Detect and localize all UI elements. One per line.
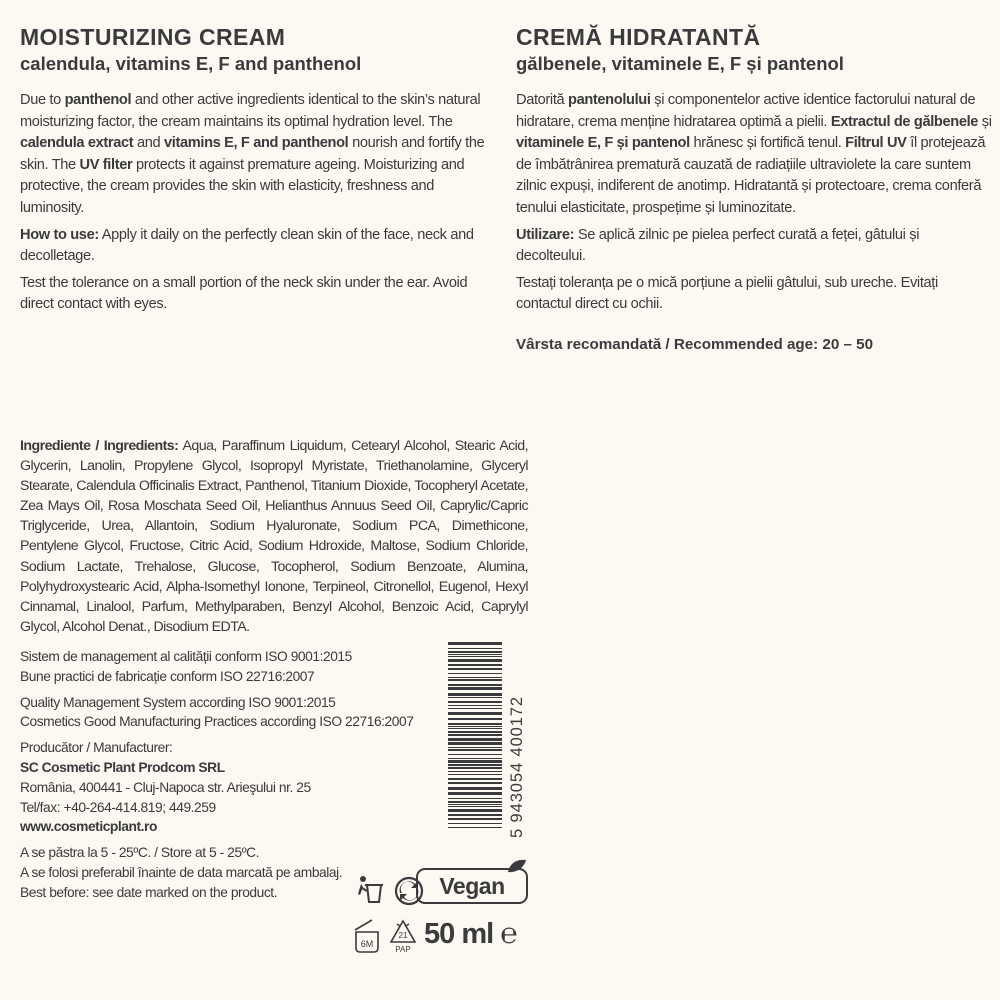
- manufacturer-name: SC Cosmetic Plant Prodcom SRL: [20, 759, 225, 775]
- gmp-en: Cosmetics Good Manufacturing Practices according ISO 22716:2007: [20, 714, 414, 730]
- barcode-bar: [448, 718, 502, 720]
- barcode-bar: [448, 673, 502, 674]
- barcode-bar: [448, 731, 502, 733]
- barcode-bar: [448, 738, 502, 741]
- barcode-bar: [448, 747, 502, 748]
- bold-term: Filtrul UV: [845, 135, 907, 152]
- ingredients-list: [20, 436, 528, 637]
- best-before-en: Best before: see date marked on the product.: [20, 884, 278, 900]
- barcode-bar: [448, 734, 502, 736]
- bold-term: UV filter: [79, 156, 133, 173]
- how-to-use-ro: [516, 225, 992, 268]
- text-run: Due to: [20, 92, 65, 108]
- recycling-pap-icon: [388, 918, 418, 954]
- iso-9001-en: Quality Management System according ISO 9001:2015: [20, 694, 336, 710]
- bold-term: panthenol: [64, 92, 132, 108]
- barcode-bar: [448, 809, 502, 812]
- volume-value: 50 ml: [424, 918, 494, 950]
- ingredients-text: Aqua, Paraffinum Liquidum, Cetearyl Alcohol, Stearic Acid, Glycerin, Lanolin, Propylene Glycol, Isopropyl Myristate, Triethanolamine, Glyceryl Stearate, Calendula Officinalis Extract, Panthenol, Titanium Dioxide, Tocopheryl Acetate, Zea Mays Oil, Rosa Moschata Seed Oil, Helianthus Annuus Seed Oil, Caprylic/Capric Triglyceride, Urea, Allantoin, Sodium Hyaluronate, Sodium PCA, Dimethicone, Pentylene Glycol, Fructose, Citric Acid, Sodium Hdroxide, Maltose, Sodium Chloride, Sodium Lactate, Trehalose, Glucose, Tocopherol, Sodium Benzoate, Alumina, Polyhydroxystearic Acid, Alpha-Isomethyl Ionone, Terpineol, Citronellol, Eugenol, Hexyl Cinnamal, Linalool, Parfum, Methylparaben, Benzyl Alcohol, Benzoic Acid, Caprylyl Glycol, Alcohol Denat., Disodium EDTA.: [20, 438, 528, 635]
- quality-certifications-ro: [20, 647, 440, 687]
- best-before-ro: A se folosi preferabil înainte de data marcată pe ambalaj.: [20, 864, 343, 880]
- recycling-material: PAP: [395, 945, 411, 954]
- manufacturer-label: Producător / Manufacturer:: [20, 740, 173, 756]
- packaging-symbols: [350, 860, 540, 970]
- barcode-bar: [448, 792, 502, 795]
- bold-term: How to use:: [20, 226, 99, 243]
- manufacturer-block: [20, 738, 440, 837]
- barcode-bar: [448, 760, 502, 763]
- recycling-code: 21: [398, 931, 408, 940]
- recommended-age: Vârsta recomandată / Recommended age: 20 – 50: [516, 335, 874, 353]
- barcode-bar: [448, 668, 502, 670]
- barcode-bar: [448, 687, 502, 690]
- barcode-bar: [448, 774, 502, 775]
- barcode-bar: [448, 679, 502, 681]
- barcode-bar: [448, 818, 502, 820]
- barcode-bar: [448, 798, 502, 799]
- text-run: nourish and fortify the skin. The: [20, 135, 485, 173]
- gmp-ro: Bune practici de fabricație conform ISO 22716:2007: [20, 668, 315, 684]
- barcode-bar: [448, 758, 502, 759]
- bold-term: Extractul de gălbenele: [830, 113, 979, 130]
- text-run: Apply it daily on the perfectly clean skin of the face, neck and decolletage.: [20, 226, 474, 265]
- bold-term: vitaminele E, F și pantenol: [516, 135, 690, 152]
- bold-term: calendula extract: [20, 135, 134, 152]
- barcode-bar: [448, 654, 502, 655]
- text-run: îl protejează de îmbătrânirea prematură cauzată de radiațiile ultraviolete la care suntem zilnic expuși, indiferent de anotimp. Hidratantă și protectoare, crema conferă tenului elasticitate, prospețime și luminozitate.: [516, 135, 986, 216]
- product-subtitle-en: calendula, vitamins E, F and panthenol: [20, 53, 362, 74]
- text-run: and other active ingredients identical to the skin’s natural moisturizing factor, the cream maintains its optimal hydration level. The: [20, 92, 481, 130]
- leaf-icon: [506, 858, 528, 874]
- vegan-badge: Vegan: [416, 868, 528, 904]
- product-title-ro: CREMĂ HIDRATANTĂ: [516, 24, 761, 50]
- barcode-bar: [448, 708, 502, 709]
- text-run: Datorită: [516, 92, 569, 108]
- barcode-bar: [448, 659, 502, 662]
- barcode-bar: [448, 801, 502, 803]
- tolerance-test-en: Test the tolerance on a small portion of the neck skin under the ear. Avoid direct contact with eyes.: [20, 274, 468, 313]
- manufacturer-address: România, 400441 - Cluj-Napoca str. Arieşului nr. 25: [20, 779, 311, 795]
- text-run: și: [978, 113, 992, 130]
- barcode-bar: [448, 771, 502, 772]
- barcode-bar: [448, 677, 502, 678]
- description-ro: [516, 90, 992, 220]
- barcode-bar: [448, 651, 502, 653]
- barcode-bar: [448, 778, 502, 780]
- barcode-digits: 5 943054 400172: [508, 696, 526, 838]
- barcode: [446, 638, 528, 838]
- barcode-bars: [448, 642, 502, 828]
- text-run: protects it against premature ageing. Moisturizing and protective, the cream provides the skin with elasticity, freshness and luminosity.: [20, 156, 465, 216]
- bold-term: vitamins E, F and panthenol: [164, 135, 349, 152]
- barcode-bar: [448, 712, 502, 715]
- product-subtitle-ro: gălbenele, vitaminele E, F și pantenol: [516, 53, 844, 74]
- barcode-bar: [448, 754, 502, 755]
- estimated-sign-icon: ℮: [500, 918, 517, 950]
- barcode-bar: [448, 782, 502, 784]
- barcode-bar: [448, 728, 502, 729]
- barcode-bar: [448, 827, 502, 828]
- how-to-use-en: [20, 225, 500, 268]
- bold-term: Utilizare:: [516, 226, 575, 243]
- description-en: [20, 90, 500, 220]
- barcode-bar: [448, 697, 502, 698]
- tidyman-bin-icon: [354, 874, 384, 906]
- tolerance-test-ro: Testați toleranța pe o mică porțiune a pielii gâtului, sub ureche. Evitați contactul direct cu ochii.: [516, 274, 938, 313]
- period-after-opening-icon: [352, 918, 382, 954]
- bold-term: pantenolului: [568, 92, 651, 108]
- barcode-bar: [448, 723, 502, 725]
- barcode-bar: [448, 701, 502, 703]
- net-volume: [424, 918, 517, 951]
- barcode-bar: [448, 684, 502, 686]
- iso-9001-ro: Sistem de management al calității conform ISO 9001:2015: [20, 649, 352, 664]
- ingredients-label: Ingrediente / Ingredients:: [20, 438, 179, 454]
- barcode-bar: [448, 648, 502, 649]
- english-section: [20, 22, 500, 321]
- quality-certifications-en: [20, 693, 440, 733]
- barcode-bar: [448, 726, 502, 727]
- storage-temperature: A se păstra la 5 - 25ºC. / Store at 5 - 25ºC.: [20, 845, 260, 861]
- romanian-section: [516, 22, 992, 356]
- text-run: hrănesc și fortifică tenul.: [689, 135, 846, 152]
- barcode-bar: [448, 705, 502, 706]
- barcode-bar: [448, 806, 502, 807]
- barcode-bar: [448, 823, 502, 824]
- barcode-bar: [448, 804, 502, 805]
- barcode-bar: [448, 693, 502, 696]
- text-run: and: [133, 135, 165, 152]
- manufacturer-phone: Tel/fax: +40-264-414.819; 449.259: [20, 799, 216, 815]
- barcode-bar: [448, 742, 502, 745]
- pao-label: 6M: [360, 939, 374, 949]
- product-title-en: MOISTURIZING CREAM: [20, 24, 286, 50]
- manufacturer-website[interactable]: www.cosmeticplant.ro: [20, 819, 157, 835]
- barcode-bar: [448, 767, 502, 769]
- barcode-bar: [448, 814, 502, 816]
- text-run: Se aplică zilnic pe pielea perfect curată a feței, gâtului și decolteului.: [516, 226, 920, 265]
- barcode-bar: [448, 749, 502, 751]
- barcode-bar: [448, 764, 502, 766]
- barcode-bar: [448, 787, 502, 790]
- text-run: și componentelor active identice factorului natural de hidratare, crema menține hidratarea optimă a pielii.: [516, 92, 976, 130]
- barcode-bar: [448, 656, 502, 657]
- barcode-bar: [448, 642, 502, 645]
- barcode-bar: [448, 664, 502, 666]
